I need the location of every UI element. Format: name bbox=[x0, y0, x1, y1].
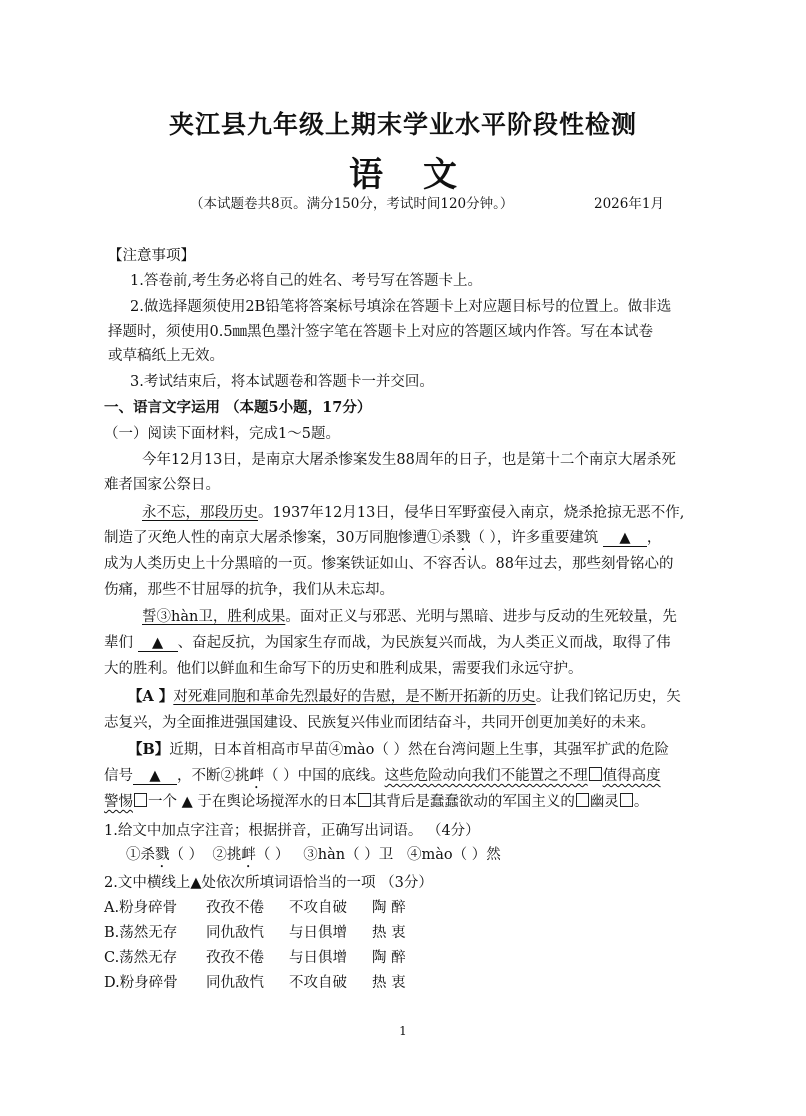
passage-p2b: 制造了灭绝人性的南京大屠杀惨案，30万同胞惨遭①杀戮（ ），许多重要建筑 ▲ ， bbox=[104, 530, 662, 546]
underlined-phrase: 永不忘，那段历史 bbox=[142, 505, 258, 521]
exam-date: 2026年1月 bbox=[594, 196, 664, 212]
passage-p2a: 永不忘，那段历史。1937年12月13日，侵华日军野蛮侵入南京，烧杀抢掠无恶不作, bbox=[142, 505, 685, 521]
punctuation-box bbox=[576, 793, 589, 807]
page-number: 1 bbox=[399, 1024, 407, 1038]
passage-p4b: 志复兴，为全面推进强国建设、民族复兴伟业而团结奋斗，共同开创更加美好的未来。 bbox=[104, 715, 655, 731]
passage-p3a: 誓③hàn卫，胜利成果。面对正义与邪恶、光明与黑暗、进步与反动的生死较量，先 bbox=[142, 609, 677, 625]
passage-p3c: 大的胜利。他们以鲜血和生命写下的历史和胜利成果，需要我们永远守护。 bbox=[104, 661, 583, 677]
passage-p2c: 成为人类历史上十分黑暗的一页。惨案铁证如山、不容否认。88年过去，那些刻骨铭心的 bbox=[104, 556, 674, 572]
passage-p5a: 【B】近期，日本首相高市早苗④màо（ ）然在台湾问题上生事，其强军扩武的危险 bbox=[128, 741, 669, 758]
note-2a: 2.做选择题须使用2B铅笔将答案标号填涂在答题卡上对应题目标号的位置上。做非选 bbox=[130, 299, 672, 315]
punctuation-box bbox=[620, 793, 633, 807]
dotted-char: 戮 bbox=[455, 530, 471, 546]
q2-option-b[interactable]: B.荡然无存 同仇敌忾 与日俱增 热 衷 bbox=[104, 925, 406, 941]
section-sub: （一）阅读下面材料，完成1～5题。 bbox=[104, 426, 340, 442]
q2-option-d[interactable]: D.粉身碎骨 同仇敌忾 不攻自破 热 衷 bbox=[104, 975, 406, 991]
punctuation-box bbox=[134, 793, 147, 807]
q2-stem: 2.文中横线上▲处依次所填词语恰当的一项 （3分） bbox=[104, 875, 433, 891]
q1-stem: 1.给文中加点字注音；根据拼音，正确写出词语。 （4分） bbox=[104, 823, 480, 839]
exam-title: 夹江县九年级上期末学业水平阶段性检测 bbox=[168, 110, 637, 139]
note-3: 3.考试结束后，将本试题卷和答题卡一并交回。 bbox=[130, 374, 434, 390]
passage-p1a: 今年12月13日，是南京大屠杀惨案发生88周年的日子，也是第十二个南京大屠杀死 bbox=[142, 452, 676, 468]
note-2c: 或草稿纸上无效。 bbox=[108, 348, 224, 364]
label-b: 【B】 bbox=[128, 741, 170, 758]
passage-p3b: 辈们 ▲ 、奋起反抗，为国家生存而战，为民族复兴而战，为人类正义而战，取得了伟 bbox=[104, 635, 671, 651]
fill-blank: ▲ bbox=[603, 530, 647, 547]
dotted-char: 衅 bbox=[249, 768, 264, 784]
fill-blank: ▲ bbox=[138, 635, 178, 652]
subject-title: 语文 bbox=[349, 155, 497, 195]
passage-p5c: 警惕 一个 ▲ 于在舆论场搅浑水的日本 其背后是蠢蠢欲动的军国主义的 幽灵 。 bbox=[104, 794, 649, 810]
section-heading: 一、语言文字运用 （本题5小题，17分） bbox=[104, 399, 372, 416]
punctuation-box bbox=[589, 767, 602, 781]
note-1: 1.答卷前,考生务必将自己的姓名、考号写在答题卡上。 bbox=[130, 273, 482, 289]
exam-info: （本试题卷共8页。满分150分，考试时间120分钟。） bbox=[190, 196, 514, 212]
passage-p5b: 信号 ▲ ，不断②挑衅（ ）中国的底线。这些危险动向我们不能置之不理 值得高度 bbox=[104, 768, 661, 784]
q1-items: ①杀戮（ ） ②挑衅（ ） ③hàn（ ）卫 ④màо（ ）然 bbox=[126, 847, 501, 863]
passage-p2d: 伤痛，那些不甘屈辱的抗争，我们从未忘却。 bbox=[104, 582, 394, 598]
label-a: 【A 】 bbox=[128, 688, 174, 705]
underlined-phrase: 誓③hàn卫，胜利成果 bbox=[142, 609, 286, 625]
note-2b: 择题时，须使用0.5㎜黑色墨汁签字笔在答题卡上对应的答题区域内作答。写在本试卷 bbox=[108, 324, 654, 340]
fill-blank: ▲ bbox=[133, 768, 177, 785]
passage-p4a: 【A 】对死难同胞和革命先烈最好的告慰，是不断开拓新的历史。让我们铭记历史，矢 bbox=[128, 688, 681, 705]
punctuation-box bbox=[358, 793, 371, 807]
underlined-sentence: 对死难同胞和革命先烈最好的告慰，是不断开拓新的历史 bbox=[173, 689, 536, 705]
q2-option-c[interactable]: C.荡然无存 孜孜不倦 与日俱增 陶 醉 bbox=[104, 950, 406, 966]
q2-option-a[interactable]: A.粉身碎骨 孜孜不倦 不攻自破 陶 醉 bbox=[104, 900, 406, 916]
notes-heading: 【注意事项】 bbox=[108, 248, 195, 264]
wavy-sentence: 这些危险动向我们不能置之不理 bbox=[384, 768, 588, 784]
fill-blank-mark: ▲ bbox=[181, 794, 193, 810]
passage-p1b: 难者国家公祭日。 bbox=[104, 477, 220, 493]
